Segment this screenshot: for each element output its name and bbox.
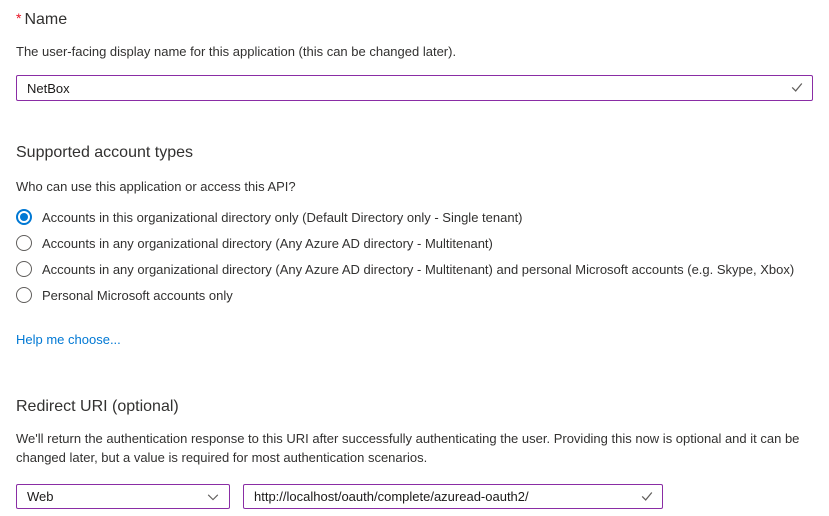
redirect-uri-description: We'll return the authentication response to this URI after successfully authenticating the user. Providing this now is optional and it can be changed later, but a value is required for most authentication scenarios.: [16, 431, 800, 465]
radio-label: Personal Microsoft accounts only: [42, 287, 233, 303]
required-asterisk: *: [16, 10, 22, 26]
checkmark-icon: [790, 80, 804, 96]
platform-select-value: Web: [27, 489, 54, 504]
name-section-heading: [16, 10, 813, 29]
checkmark-icon: [640, 489, 654, 505]
chevron-down-icon: [206, 490, 220, 504]
radio-button-icon: [16, 235, 32, 251]
radio-personal-only[interactable]: [16, 282, 813, 308]
radio-button-icon: [16, 209, 32, 225]
redirect-uri-section: [16, 398, 813, 509]
name-heading-label: Name: [24, 11, 68, 28]
redirect-uri-input[interactable]: [254, 489, 634, 504]
radio-multitenant[interactable]: [16, 230, 813, 256]
account-types-section: [16, 144, 813, 349]
radio-button-icon: [16, 287, 32, 303]
account-types-heading: Supported account types: [16, 144, 194, 161]
platform-select[interactable]: [16, 484, 230, 509]
help-me-choose-link[interactable]: Help me choose...: [16, 332, 121, 347]
redirect-uri-input-container: [243, 484, 663, 509]
account-types-question: Who can use this application or access this API?: [16, 179, 296, 194]
radio-single-tenant[interactable]: [16, 204, 813, 230]
radio-label: Accounts in any organizational directory (Any Azure AD directory - Multitenant): [42, 235, 493, 251]
radio-button-icon: [16, 261, 32, 277]
name-description: The user-facing display name for this application (this can be changed later).: [16, 44, 457, 59]
account-type-radio-group: [16, 204, 813, 308]
name-input-container: [16, 75, 813, 101]
redirect-uri-inputs: [16, 484, 813, 509]
name-input[interactable]: [27, 81, 784, 96]
radio-label: Accounts in this organizational directory only (Default Directory only - Single tenant): [42, 209, 523, 225]
radio-label: Accounts in any organizational directory (Any Azure AD directory - Multitenant) and personal Microsoft accounts (e.g. Skype, Xbox): [42, 261, 795, 277]
redirect-uri-heading: Redirect URI (optional): [16, 398, 179, 415]
radio-multitenant-personal[interactable]: [16, 256, 813, 282]
